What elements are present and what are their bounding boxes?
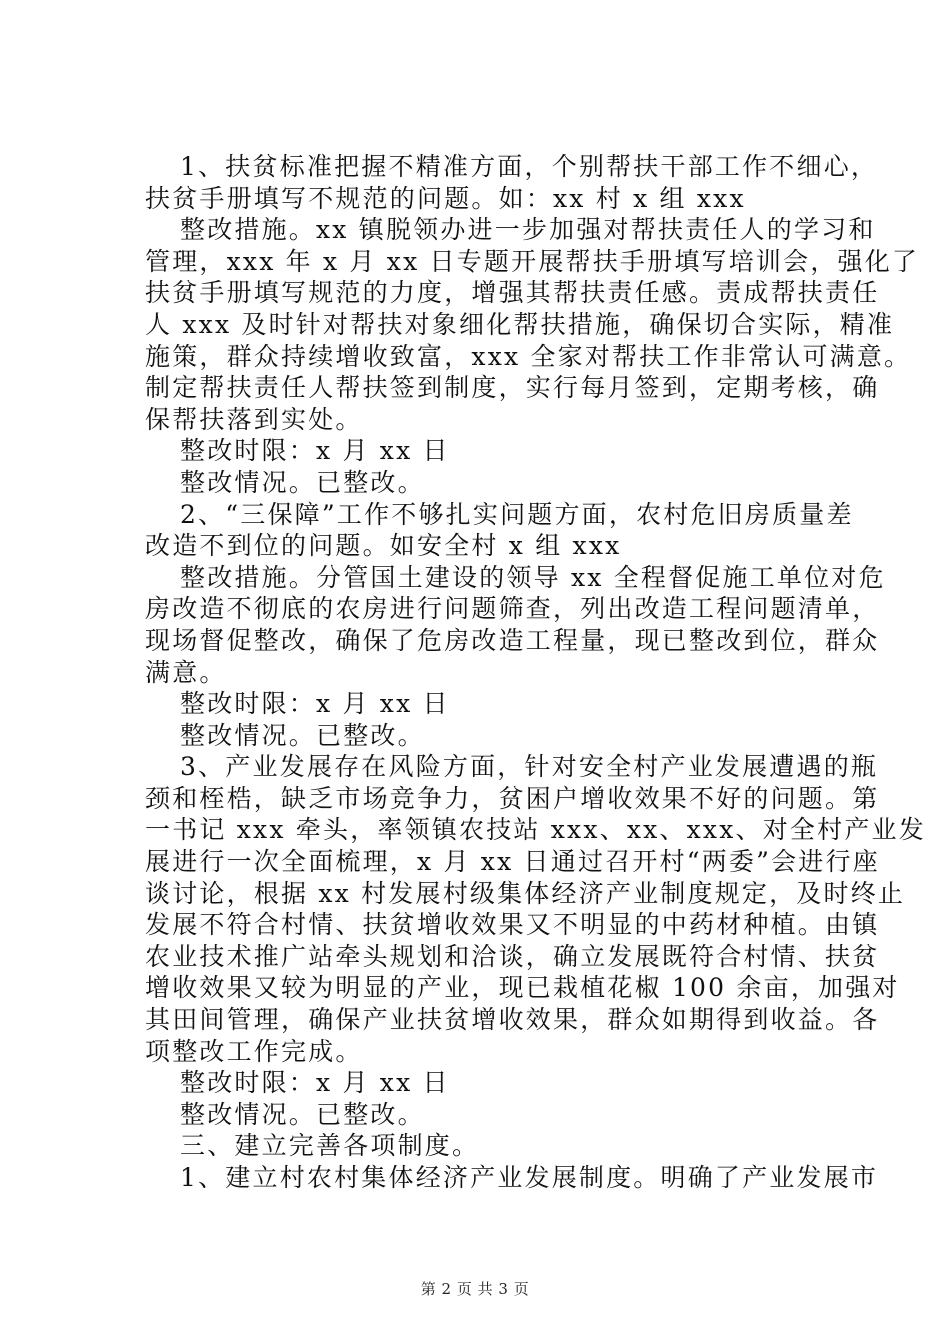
text-line: 2、“三保障”工作不够扎实问题方面，农村危旧房质量差: [180, 499, 854, 529]
text-line: 1、建立村农村集体经济产业发展制度。明确了产业发展市: [180, 1163, 879, 1192]
text-line: 其田间管理，确保产业扶贫增收效果，群众如期得到收益。各: [145, 1005, 880, 1035]
text-line: 现场督促整改，确保了危房改造工程量，现已整改到位，群众: [145, 625, 880, 655]
text-line: 扶贫手册填写规范的力度，增强其帮扶责任感。责成帮扶责任: [145, 278, 880, 308]
text-line: 改造不到位的问题。如安全村 x 组 xxx: [145, 531, 622, 561]
text-line: 人 xxx 及时针对帮扶对象细化帮扶措施，确保切合实际，精准: [145, 309, 895, 339]
text-line: 一书记 xxx 牵头，率领镇农技站 xxx、xx、xxx、对全村产业发: [145, 815, 926, 845]
text-line: 展进行一次全面梳理，x 月 xx 日通过召开村“两委”会进行座: [145, 847, 880, 877]
document-body: [145, 151, 926, 1194]
text-line: 谈讨论，根据 xx 村发展村级集体经济产业制度规定，及时终止: [145, 878, 906, 908]
text-line: 整改措施。分管国土建设的领导 xx 全程督促施工单位对危: [180, 562, 886, 592]
text-line: 保帮扶落到实处。: [145, 404, 363, 434]
text-line: 1、扶贫标准把握不精准方面，个别帮扶干部工作不细心，: [180, 152, 879, 181]
text-line: 施策，群众持续增收致富，xxx 全家对帮扶工作非常认可满意。: [145, 341, 912, 371]
text-line: 项整改工作完成。: [145, 1036, 363, 1066]
text-line: 整改时限：x 月 xx 日: [180, 436, 450, 466]
text-line: 发展不符合村情、扶贫增收效果又不明显的中药材种植。由镇: [145, 910, 880, 940]
text-line: 扶贫手册填写不规范的问题。如：xx 村 x 组 xxx: [145, 183, 746, 213]
text-line: 整改措施。xx 镇脱领办进一步加强对帮扶责任人的学习和: [180, 215, 876, 245]
text-line: 制定帮扶责任人帮扶签到制度，实行每月签到，定期考核，确: [145, 373, 880, 403]
text-line: 增收效果又较为明显的产业，现已栽植花椒 100 余亩，加强对: [145, 973, 900, 1003]
text-line: 管理，xxx 年 x 月 xx 日专题开展帮扶手册填写培训会，强化了: [145, 246, 920, 276]
text-line: 满意。: [145, 657, 227, 687]
text-line: 整改情况。已整改。: [180, 467, 425, 497]
text-line: 三、建立完善各项制度。: [180, 1131, 480, 1161]
text-line: 农业技术推广站牵头规划和洽谈，确立发展既符合村情、扶贫: [145, 941, 880, 971]
text-line: 整改时限：x 月 xx 日: [180, 1068, 450, 1098]
text-line: 整改情况。已整改。: [180, 720, 425, 750]
page-number-footer: 第 2 页 共 3 页: [420, 1280, 530, 1298]
text-line: 整改情况。已整改。: [180, 1099, 425, 1129]
text-line: 3、产业发展存在风险方面，针对安全村产业发展遭遇的瓶: [180, 752, 879, 782]
text-line: 房改造不彻底的农房进行问题筛查，列出改造工程问题清单，: [145, 594, 880, 624]
text-line: 颈和桎梏，缺乏市场竞争力，贫困户增收效果不好的问题。第: [145, 783, 880, 813]
text-line: 整改时限：x 月 xx 日: [180, 689, 450, 719]
